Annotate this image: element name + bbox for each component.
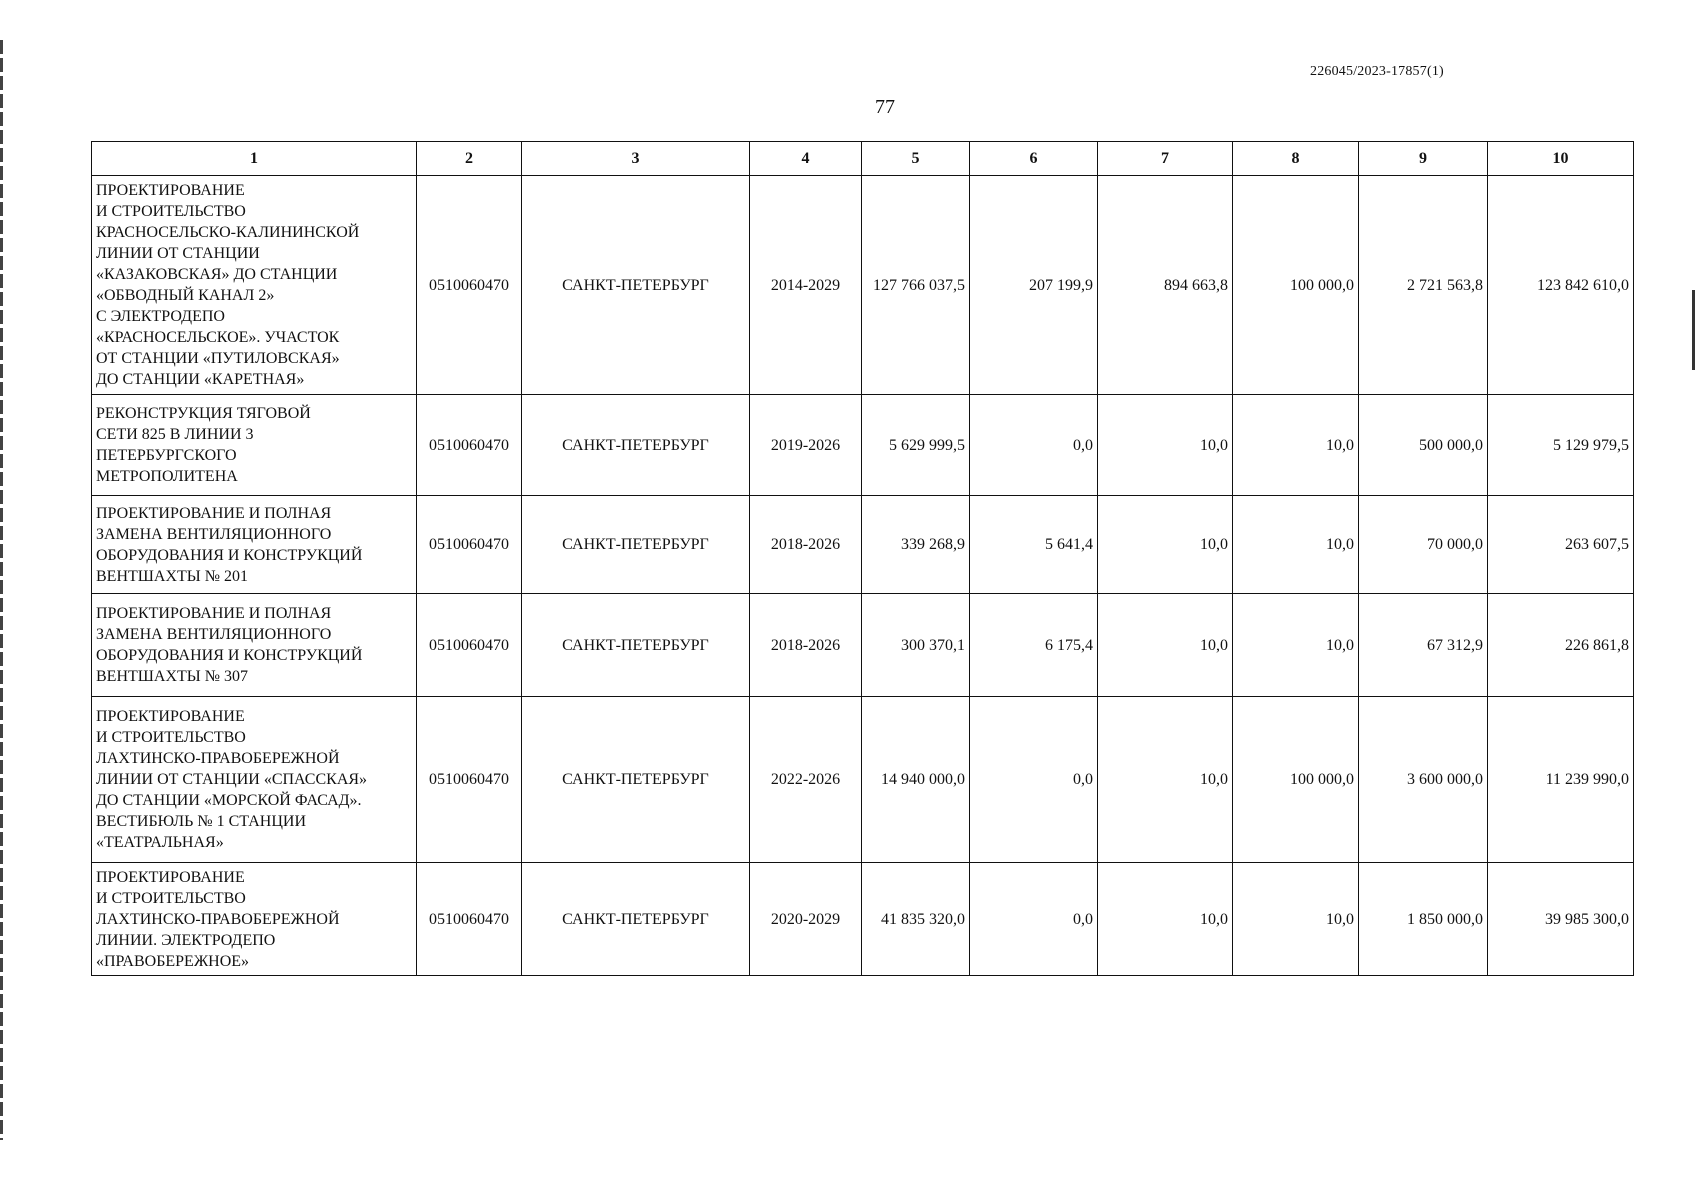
object-name-line: ЛИНИИ. ЭЛЕКТРОДЕПО <box>96 931 276 949</box>
object-name-line: И СТРОИТЕЛЬСТВО <box>96 203 246 220</box>
period-cell: 2018-2026 <box>750 496 862 594</box>
header-cell: 7 <box>1098 142 1233 176</box>
value-cell-8: 10,0 <box>1233 594 1359 697</box>
value-cell-8: 10,0 <box>1233 496 1359 594</box>
header-cell: 5 <box>862 142 970 176</box>
object-name-line: ЛИНИИ ОТ СТАНЦИИ <box>96 245 260 262</box>
object-name-line: ПЕТЕРБУРГСКОГО <box>96 447 237 464</box>
object-name-cell <box>92 863 417 976</box>
object-name-line: И СТРОИТЕЛЬСТВО <box>96 889 246 907</box>
header-cell: 2 <box>417 142 522 176</box>
object-name-line: «ОБВОДНЫЙ КАНАЛ 2» <box>96 287 275 304</box>
object-name-line: ПРОЕКТИРОВАНИЕ И ПОЛНАЯ <box>96 504 332 522</box>
object-name-line: ОБОРУДОВАНИЯ И КОНСТРУКЦИЙ <box>96 546 363 564</box>
object-name-line: КРАСНОСЕЛЬСКО-КАЛИНИНСКОЙ <box>96 224 360 241</box>
table-row <box>92 594 1634 697</box>
value-cell-9: 500 000,0 <box>1359 395 1488 496</box>
object-name-cell <box>92 176 417 395</box>
location-cell: САНКТ-ПЕТЕРБУРГ <box>522 863 750 976</box>
budget-code-cell: 0510060470 <box>417 395 522 496</box>
object-name-line: ЗАМЕНА ВЕНТИЛЯЦИОННОГО <box>96 626 332 643</box>
header-cell: 1 <box>92 142 417 176</box>
value-cell-10: 226 861,8 <box>1488 594 1634 697</box>
table-row <box>92 863 1634 976</box>
value-cell-7: 10,0 <box>1098 496 1233 594</box>
table-row <box>92 496 1634 594</box>
budget-code-cell: 0510060470 <box>417 496 522 594</box>
object-name-line: ДО СТАНЦИИ «МОРСКОЙ ФАСАД». <box>96 792 362 809</box>
period-cell: 2018-2026 <box>750 594 862 697</box>
value-cell-7: 894 663,8 <box>1098 176 1233 395</box>
location-cell: САНКТ-ПЕТЕРБУРГ <box>522 395 750 496</box>
budget-code-cell: 0510060470 <box>417 863 522 976</box>
value-cell-7: 10,0 <box>1098 395 1233 496</box>
object-name-line: ЛАХТИНСКО-ПРАВОБЕРЕЖНОЙ <box>96 750 340 767</box>
value-cell-7: 10,0 <box>1098 697 1233 863</box>
period-cell: 2020-2029 <box>750 863 862 976</box>
object-name-cell <box>92 395 417 496</box>
object-name-cell <box>92 697 417 863</box>
object-name-line: ОТ СТАНЦИИ «ПУТИЛОВСКАЯ» <box>96 350 340 367</box>
object-name-line: ДО СТАНЦИИ «КАРЕТНАЯ» <box>96 371 305 388</box>
value-cell-9: 2 721 563,8 <box>1359 176 1488 395</box>
object-name-line: ВЕСТИБЮЛЬ № 1 СТАНЦИИ <box>96 813 307 830</box>
value-cell-6: 0,0 <box>970 863 1098 976</box>
object-name-line: ПРОЕКТИРОВАНИЕ <box>96 708 245 725</box>
object-name-line: И СТРОИТЕЛЬСТВО <box>96 729 246 746</box>
value-cell-5: 339 268,9 <box>862 496 970 594</box>
value-cell-10: 11 239 990,0 <box>1488 697 1634 863</box>
budget-code-cell: 0510060470 <box>417 697 522 863</box>
value-cell-8: 10,0 <box>1233 863 1359 976</box>
value-cell-6: 0,0 <box>970 697 1098 863</box>
value-cell-9: 1 850 000,0 <box>1359 863 1488 976</box>
object-name-line: С ЭЛЕКТРОДЕПО <box>96 308 225 325</box>
value-cell-5: 300 370,1 <box>862 594 970 697</box>
object-name-line: «ТЕАТРАЛЬНАЯ» <box>96 834 224 851</box>
header-cell: 4 <box>750 142 862 176</box>
object-name-cell <box>92 594 417 697</box>
value-cell-5: 41 835 320,0 <box>862 863 970 976</box>
location-cell: САНКТ-ПЕТЕРБУРГ <box>522 594 750 697</box>
value-cell-8: 100 000,0 <box>1233 176 1359 395</box>
object-name-line: ЛАХТИНСКО-ПРАВОБЕРЕЖНОЙ <box>96 910 340 928</box>
value-cell-6: 5 641,4 <box>970 496 1098 594</box>
object-name-line: «КАЗАКОВСКАЯ» ДО СТАНЦИИ <box>96 266 338 283</box>
value-cell-10: 5 129 979,5 <box>1488 395 1634 496</box>
object-name-line: ПРОЕКТИРОВАНИЕ <box>96 182 245 199</box>
value-cell-10: 263 607,5 <box>1488 496 1634 594</box>
period-cell: 2019-2026 <box>750 395 862 496</box>
table-row <box>92 395 1634 496</box>
value-cell-7: 10,0 <box>1098 863 1233 976</box>
period-cell: 2014-2029 <box>750 176 862 395</box>
header-cell: 3 <box>522 142 750 176</box>
object-name-line: МЕТРОПОЛИТЕНА <box>96 468 238 485</box>
object-name-line: ОБОРУДОВАНИЯ И КОНСТРУКЦИЙ <box>96 647 363 664</box>
value-cell-6: 6 175,4 <box>970 594 1098 697</box>
value-cell-7: 10,0 <box>1098 594 1233 697</box>
value-cell-10: 123 842 610,0 <box>1488 176 1634 395</box>
value-cell-10: 39 985 300,0 <box>1488 863 1634 976</box>
value-cell-6: 0,0 <box>970 395 1098 496</box>
header-cell: 9 <box>1359 142 1488 176</box>
object-name-cell <box>92 496 417 594</box>
budget-code-cell: 0510060470 <box>417 594 522 697</box>
page-number: 77 <box>875 96 895 118</box>
scan-edge-left <box>0 40 3 1140</box>
period-cell: 2022-2026 <box>750 697 862 863</box>
header-cell: 10 <box>1488 142 1634 176</box>
object-name-line: ПРОЕКТИРОВАНИЕ И ПОЛНАЯ <box>96 605 332 622</box>
location-cell: САНКТ-ПЕТЕРБУРГ <box>522 176 750 395</box>
object-name-line: ПРОЕКТИРОВАНИЕ <box>96 868 245 886</box>
object-name-line: СЕТИ 825 В ЛИНИИ 3 <box>96 426 254 443</box>
object-name-line: ЛИНИИ ОТ СТАНЦИИ «СПАССКАЯ» <box>96 771 368 788</box>
value-cell-8: 100 000,0 <box>1233 697 1359 863</box>
value-cell-5: 127 766 037,5 <box>862 176 970 395</box>
object-name-line: «ПРАВОБЕРЕЖНОЕ» <box>96 952 250 970</box>
table-row <box>92 176 1634 395</box>
value-cell-5: 14 940 000,0 <box>862 697 970 863</box>
location-cell: САНКТ-ПЕТЕРБУРГ <box>522 496 750 594</box>
value-cell-9: 3 600 000,0 <box>1359 697 1488 863</box>
object-name-line: «КРАСНОСЕЛЬСКОЕ». УЧАСТОК <box>96 329 340 346</box>
table-body <box>92 176 1634 976</box>
value-cell-9: 70 000,0 <box>1359 496 1488 594</box>
value-cell-6: 207 199,9 <box>970 176 1098 395</box>
value-cell-5: 5 629 999,5 <box>862 395 970 496</box>
header-row <box>92 142 1634 176</box>
object-name-line: ЗАМЕНА ВЕНТИЛЯЦИОННОГО <box>96 525 332 543</box>
budget-table <box>91 141 1634 976</box>
header-cell: 8 <box>1233 142 1359 176</box>
table-row <box>92 697 1634 863</box>
location-cell: САНКТ-ПЕТЕРБУРГ <box>522 697 750 863</box>
document-id: 226045/2023-17857(1) <box>1310 64 1444 79</box>
budget-code-cell: 0510060470 <box>417 176 522 395</box>
object-name-line: ВЕНТШАХТЫ № 307 <box>96 668 249 685</box>
object-name-line: РЕКОНСТРУКЦИЯ ТЯГОВОЙ <box>96 405 311 422</box>
object-name-line: ВЕНТШАХТЫ № 201 <box>96 567 249 585</box>
value-cell-9: 67 312,9 <box>1359 594 1488 697</box>
header-cell: 6 <box>970 142 1098 176</box>
value-cell-8: 10,0 <box>1233 395 1359 496</box>
